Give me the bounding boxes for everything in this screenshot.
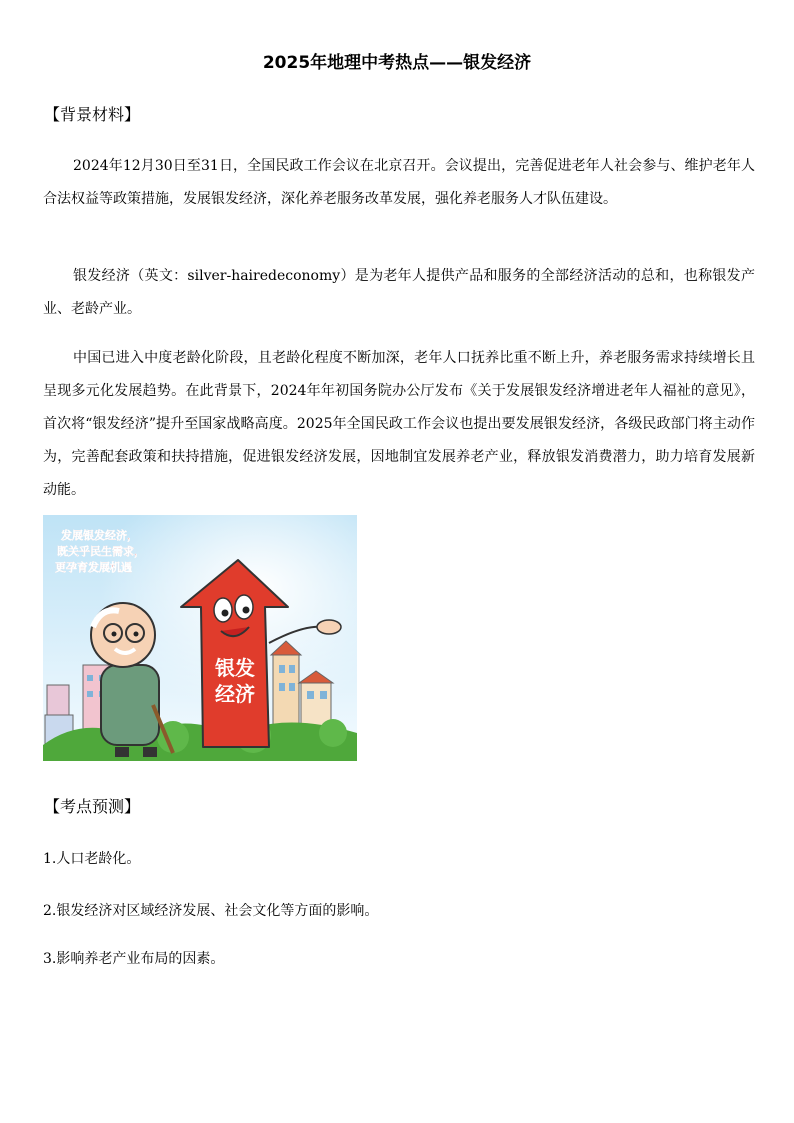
forecast-heading: 【考点预测】 [44,797,141,816]
background-paragraph-1: 2024年12月30日至31日，全国民政工作会议在北京召开。会议提出，完善促进老年人社会参与、维护老年人合法权益等政策措施，发展银发经济，深化养老服务改革发展，强化养老服务人才队伍建设。 [43,158,755,207]
slogan-line-1: 发展银发经济， [61,529,138,542]
silver-economy-illustration [43,515,357,761]
background-heading: 【背景材料】 [44,105,141,124]
forecast-item-2: 2.银发经济对区域经济发展、社会文化等方面的影响。 [43,903,379,919]
arrow-label-line-1: 银发 [215,656,255,680]
forecast-item-3: 3.影响养老产业布局的因素。 [43,951,225,967]
slogan-line-3: 更孕育发展机遇 [55,561,132,574]
background-paragraph-3: 中国已进入中度老龄化阶段，且老龄化程度不断加深，老年人口抚养比重不断上升，养老服务需求持续增长且呈现多元化发展趋势。在此背景下，2024年年初国务院办公厅发布《关于发展银发经济增进老年人福祉的意见》，首次将“银发经济”提升至国家战略高度。2025年全国民政工作会议也提出要发展银发经济，各级民政部门将主动作为，完善配套政策和扶持措施，促进银发经济发展，因地制宜发展养老产业，释放银发消费潜力，助力培育发展新动能。 [43,350,755,498]
page-title: 2025年地理中考热点——银发经济 [262,53,532,73]
background-paragraph-2: 银发经济（英文：silver-hairedeconomy）是为老年人提供产品和服务的全部经济活动的总和，也称银发产业、老龄产业。 [43,268,755,317]
slogan-line-2: 既关乎民生需求， [57,545,145,558]
arrow-label-line-2: 经济 [215,682,255,706]
forecast-item-1: 1.人口老龄化。 [43,851,141,867]
slogan [55,528,145,574]
